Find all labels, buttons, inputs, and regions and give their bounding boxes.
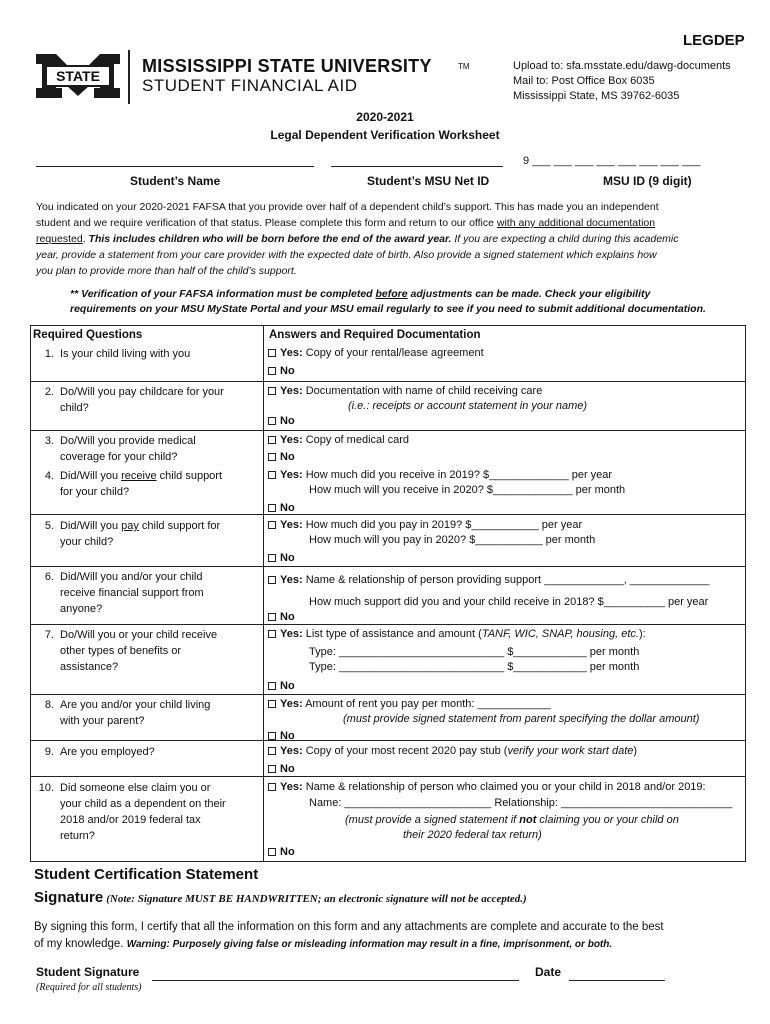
checkbox-icon[interactable] (268, 613, 276, 621)
msu-logo (32, 50, 124, 102)
question-text: Are you employed? (60, 746, 155, 758)
yes-label: Yes: (280, 745, 303, 757)
yes-label: Yes: (280, 434, 303, 446)
note-line-1 (70, 287, 706, 302)
date-label: Date (535, 965, 562, 979)
yes-label: Yes: (280, 781, 303, 793)
question-line: Do/Will you provide medical (60, 435, 196, 447)
question-2 (34, 384, 238, 416)
answer-7-no[interactable] (268, 679, 295, 694)
answer-text: Documentation with name of child receiving care (305, 385, 543, 397)
trademark: TM (458, 62, 470, 71)
intro-line-5: you plan to provide more than half of the child’s support. (36, 265, 297, 277)
intro-period: . (82, 233, 89, 245)
note-before: before (375, 288, 408, 300)
checkbox-icon[interactable] (268, 417, 276, 425)
question-line: 2018 and/or 2019 federal tax (60, 814, 201, 826)
cert-body (34, 919, 664, 953)
question-text (60, 697, 238, 729)
question-number: 4. (44, 470, 54, 482)
row-divider (30, 566, 746, 567)
question-line: your child? (60, 536, 114, 548)
cert-heading: Student Certification Statement (34, 866, 259, 883)
msu-id-blanks: ___ ___ ___ ___ ___ ___ ___ ___ (532, 155, 701, 167)
answer-italic: verify your work start date (507, 745, 634, 757)
row-divider (30, 694, 746, 695)
question-6 (34, 569, 238, 617)
no-label: No (280, 680, 295, 692)
answer-8-no[interactable] (268, 729, 295, 744)
question-4 (34, 468, 238, 500)
answer-text: Name & relationship of person providing support _____________, _____________ (305, 574, 710, 586)
intro-bold: This includes children who will be born before the end of the award year. (88, 233, 452, 245)
question-line: Did someone else claim you or (60, 782, 211, 794)
student-name-line[interactable] (36, 166, 314, 167)
logo-divider (128, 50, 130, 104)
row-divider (30, 381, 746, 382)
answer-9-yes[interactable] (268, 744, 637, 759)
question-10 (34, 780, 238, 844)
col-header-questions: Required Questions (33, 329, 143, 341)
answer-4-yes[interactable] (268, 468, 612, 483)
no-label: No (280, 552, 295, 564)
answer-10-yes[interactable] (268, 780, 706, 795)
checkbox-icon[interactable] (268, 682, 276, 690)
upload-line: Upload to: sfa.msstate.edu/dawg-documents (513, 60, 731, 72)
answer-2-no[interactable] (268, 414, 295, 429)
date-line[interactable] (569, 980, 665, 981)
answer-3-no[interactable] (268, 450, 295, 465)
mail-line: Mail to: Post Office Box 6035 (513, 75, 655, 87)
answer-6-no[interactable] (268, 610, 295, 625)
answer-text: Name & relationship of person who claimed you or your child in 2018 and/or 2019: (305, 781, 706, 793)
answer-10-note-2: their 2020 federal tax return) (403, 829, 542, 841)
answer-5-no[interactable] (268, 551, 295, 566)
answer-6-line-2[interactable]: How much support did you and your child receive in 2018? $__________ per year (309, 596, 709, 608)
question-line: your child as a dependent on their (60, 798, 226, 810)
note-text-2: claiming you or your child on (536, 814, 679, 826)
answer-7-yes[interactable] (268, 627, 646, 642)
question-line: anyone? (60, 603, 103, 615)
question-line: Did/Will you (60, 520, 122, 532)
checkbox-icon[interactable] (268, 453, 276, 461)
question-line: Do/Will you pay childcare for your (60, 386, 224, 398)
question-number: 2. (44, 386, 54, 398)
question-text (60, 518, 238, 550)
question-number: 9. (44, 746, 54, 758)
no-label: No (280, 846, 295, 858)
net-id-line[interactable] (331, 166, 503, 167)
cert-warning: Warning: Purposely giving false or misleading information may result in a fine, imprisonment, or both. (126, 939, 613, 950)
question-line: other types of benefits or (60, 645, 182, 657)
form-year: 2020-2021 (356, 110, 414, 124)
checkbox-icon[interactable] (268, 700, 276, 708)
question-8 (34, 697, 238, 729)
net-id-label: Student’s MSU Net ID (367, 174, 490, 188)
question-7 (34, 627, 238, 675)
verification-note (70, 287, 706, 317)
signature-heading (34, 889, 527, 906)
question-9 (34, 744, 238, 760)
answer-text: Amount of rent you pay per month: ____________ (305, 698, 551, 710)
checkbox-icon[interactable] (268, 765, 276, 773)
question-text (60, 433, 238, 465)
question-line: Did/Will you and/or your child (60, 571, 203, 583)
cert-line-1: By signing this form, I certify that all the information on this form and any attachments are complete and accurate to the best (34, 921, 664, 933)
answer-text: Copy of your rental/lease agreement (305, 347, 484, 359)
no-label: No (280, 415, 295, 427)
question-number: 3. (44, 435, 54, 447)
question-text (60, 468, 238, 500)
checkbox-icon[interactable] (268, 783, 276, 791)
yes-label: Yes: (280, 469, 303, 481)
question-text: Is your child living with you (60, 348, 191, 360)
table-left-border (30, 325, 31, 861)
question-line: child support (156, 470, 223, 482)
yes-label: Yes: (280, 698, 303, 710)
answer-8-note: (must provide signed statement from parent specifying the dollar amount) (343, 713, 700, 725)
intro-line-1: You indicated on your 2020-2021 FAFSA that you provide over half of a dependent child’s support. This has made you an independent (36, 201, 659, 213)
question-3 (34, 433, 238, 465)
answer-text: Copy of medical card (305, 434, 410, 446)
question-emphasis: receive (121, 470, 157, 482)
table-top-border (30, 325, 746, 326)
question-line: with your parent? (60, 715, 145, 727)
question-number: 5. (44, 520, 54, 532)
row-divider (30, 430, 746, 431)
logo-text: STATE (56, 68, 100, 84)
question-text (60, 569, 238, 617)
required-note: (Required for all students) (36, 982, 142, 993)
no-label: No (280, 611, 295, 623)
intro-line-2 (36, 215, 746, 231)
answer-text: How much did you receive in 2019? $_____________ per year (305, 469, 613, 481)
checkbox-icon[interactable] (268, 732, 276, 740)
answer-text: List type of assistance and amount ( (305, 628, 482, 640)
yes-label: Yes: (280, 628, 303, 640)
answer-8-yes[interactable] (268, 697, 551, 712)
answer-5-yes[interactable] (268, 518, 582, 533)
intro-line-4: year, provide a statement from your care provider with the expected date of birth. Also provide a signed statement which explains how (36, 249, 657, 261)
answer-3-yes[interactable] (268, 433, 409, 448)
checkbox-icon[interactable] (268, 576, 276, 584)
answer-10-name-line[interactable]: Name: ________________________ Relationship: ____________________________ (309, 797, 733, 809)
question-number: 7. (44, 629, 54, 641)
address-block (513, 59, 731, 104)
answer-5-line-2[interactable]: How much will you pay in 2020? $___________ per month (309, 534, 596, 546)
city-line: Mississippi State, MS 39762-6035 (513, 90, 680, 102)
col-header-answers: Answers and Required Documentation (269, 329, 481, 341)
table-right-border (745, 325, 746, 861)
intro-text: student and we require verification of that status. Please complete this form and return to our office (36, 217, 497, 229)
student-signature-label: Student Signature (36, 965, 140, 979)
checkbox-icon[interactable] (268, 349, 276, 357)
question-line: for your child? (60, 486, 130, 498)
no-label: No (280, 763, 295, 775)
checkbox-icon[interactable] (268, 387, 276, 395)
yes-label: Yes: (280, 347, 303, 359)
question-text (60, 384, 238, 416)
table-column-divider (263, 325, 264, 861)
checkbox-icon[interactable] (268, 521, 276, 529)
university-name: MISSISSIPPI STATE UNIVERSITY (142, 56, 432, 76)
question-line: Did/Will you (60, 470, 122, 482)
yes-label: Yes: (280, 385, 303, 397)
question-line: receive financial support from (60, 587, 204, 599)
msu-id-label: MSU ID (9 digit) (603, 174, 692, 188)
question-emphasis: pay (121, 520, 139, 532)
intro-underline: with any additional documentation (496, 217, 656, 229)
intro-paragraph (36, 199, 746, 279)
question-1 (34, 346, 238, 362)
checkbox-icon[interactable] (268, 436, 276, 444)
table-bottom-border (30, 861, 746, 862)
question-line: Are you and/or your child living (60, 699, 211, 711)
row-divider (30, 624, 746, 625)
no-label: No (280, 730, 295, 742)
question-text (60, 780, 238, 844)
question-5 (34, 518, 238, 550)
question-line: child? (60, 402, 89, 414)
department-name: STUDENT FINANCIAL AID (142, 76, 358, 95)
no-label: No (280, 365, 295, 377)
intro-line-3 (36, 231, 746, 247)
note-text: (must provide a signed statement if (345, 814, 520, 826)
form-title: Legal Dependent Verification Worksheet (270, 128, 500, 142)
checkbox-icon[interactable] (268, 630, 276, 638)
question-line: assistance? (60, 661, 119, 673)
question-text (60, 627, 238, 675)
answer-text: How much did you pay in 2019? $___________ per year (305, 519, 583, 531)
answer-4-no[interactable] (268, 501, 295, 516)
note-bold: not (519, 814, 537, 826)
checkbox-icon[interactable] (268, 471, 276, 479)
answer-10-note-1 (345, 813, 679, 828)
checkbox-icon[interactable] (268, 848, 276, 856)
answer-italic: TANF, WIC, SNAP, housing, etc. (481, 628, 639, 640)
question-number: 8. (44, 699, 54, 711)
note-line-2: requirements on your MSU MyState Portal and your MSU email regularly to see if you need to submit additional documentation. (70, 303, 706, 315)
checkbox-icon[interactable] (268, 504, 276, 512)
checkbox-icon[interactable] (268, 554, 276, 562)
note-text-2: adjustments can be made. Check your eligibility (407, 288, 651, 300)
form-code: LEGDEP (683, 32, 745, 49)
answer-4-line-2[interactable]: How much will you receive in 2020? $_____________ per month (309, 484, 626, 496)
question-line: child support for (138, 520, 221, 532)
answer-1-yes[interactable] (268, 346, 484, 361)
answer-1-no[interactable] (268, 364, 295, 379)
question-line: Do/Will you or your child receive (60, 629, 218, 641)
answer-10-no[interactable] (268, 845, 295, 860)
question-number: 6. (44, 571, 54, 583)
student-signature-line[interactable] (152, 980, 519, 981)
msu-id-field[interactable] (523, 155, 700, 167)
student-name-label: Student’s Name (130, 174, 221, 188)
answer-2-yes[interactable] (268, 384, 542, 399)
answer-7-type-2[interactable]: Type: ___________________________ $____________ per month (309, 661, 640, 673)
msu-id-prefix: 9 (523, 155, 530, 167)
intro-underline-2: requested (36, 233, 83, 245)
checkbox-icon[interactable] (268, 367, 276, 375)
signature-label: Signature (34, 889, 104, 906)
question-number: 10. (38, 782, 54, 794)
row-divider (30, 776, 746, 777)
answer-9-no[interactable] (268, 762, 295, 777)
answer-text-end: ): (638, 628, 646, 640)
yes-label: Yes: (280, 519, 303, 531)
signature-note: (Note: Signature MUST BE HANDWRITTEN; an electronic signature will not be accepted.) (106, 893, 527, 905)
cert-line-2 (34, 936, 664, 953)
no-label: No (280, 502, 295, 514)
answer-2-note: (i.e.: receipts or account statement in your name) (348, 400, 588, 412)
no-label: No (280, 451, 295, 463)
answer-7-type-1[interactable]: Type: ___________________________ $____________ per month (309, 646, 640, 658)
question-number: 1. (44, 348, 54, 360)
answer-6-yes[interactable] (268, 573, 709, 588)
question-line: coverage for your child? (60, 451, 178, 463)
cert-text: of my knowledge. (34, 938, 124, 950)
answer-text: Copy of your most recent 2020 pay stub ( (305, 745, 508, 757)
intro-italic: If you are expecting a child during this academic (451, 233, 679, 245)
yes-label: Yes: (280, 574, 303, 586)
answer-text-end: ) (633, 745, 638, 757)
row-divider (30, 740, 746, 741)
row-divider (30, 514, 746, 515)
question-line: return? (60, 830, 95, 842)
checkbox-icon[interactable] (268, 747, 276, 755)
note-text: ** Verification of your FAFSA information must be completed (70, 288, 376, 300)
